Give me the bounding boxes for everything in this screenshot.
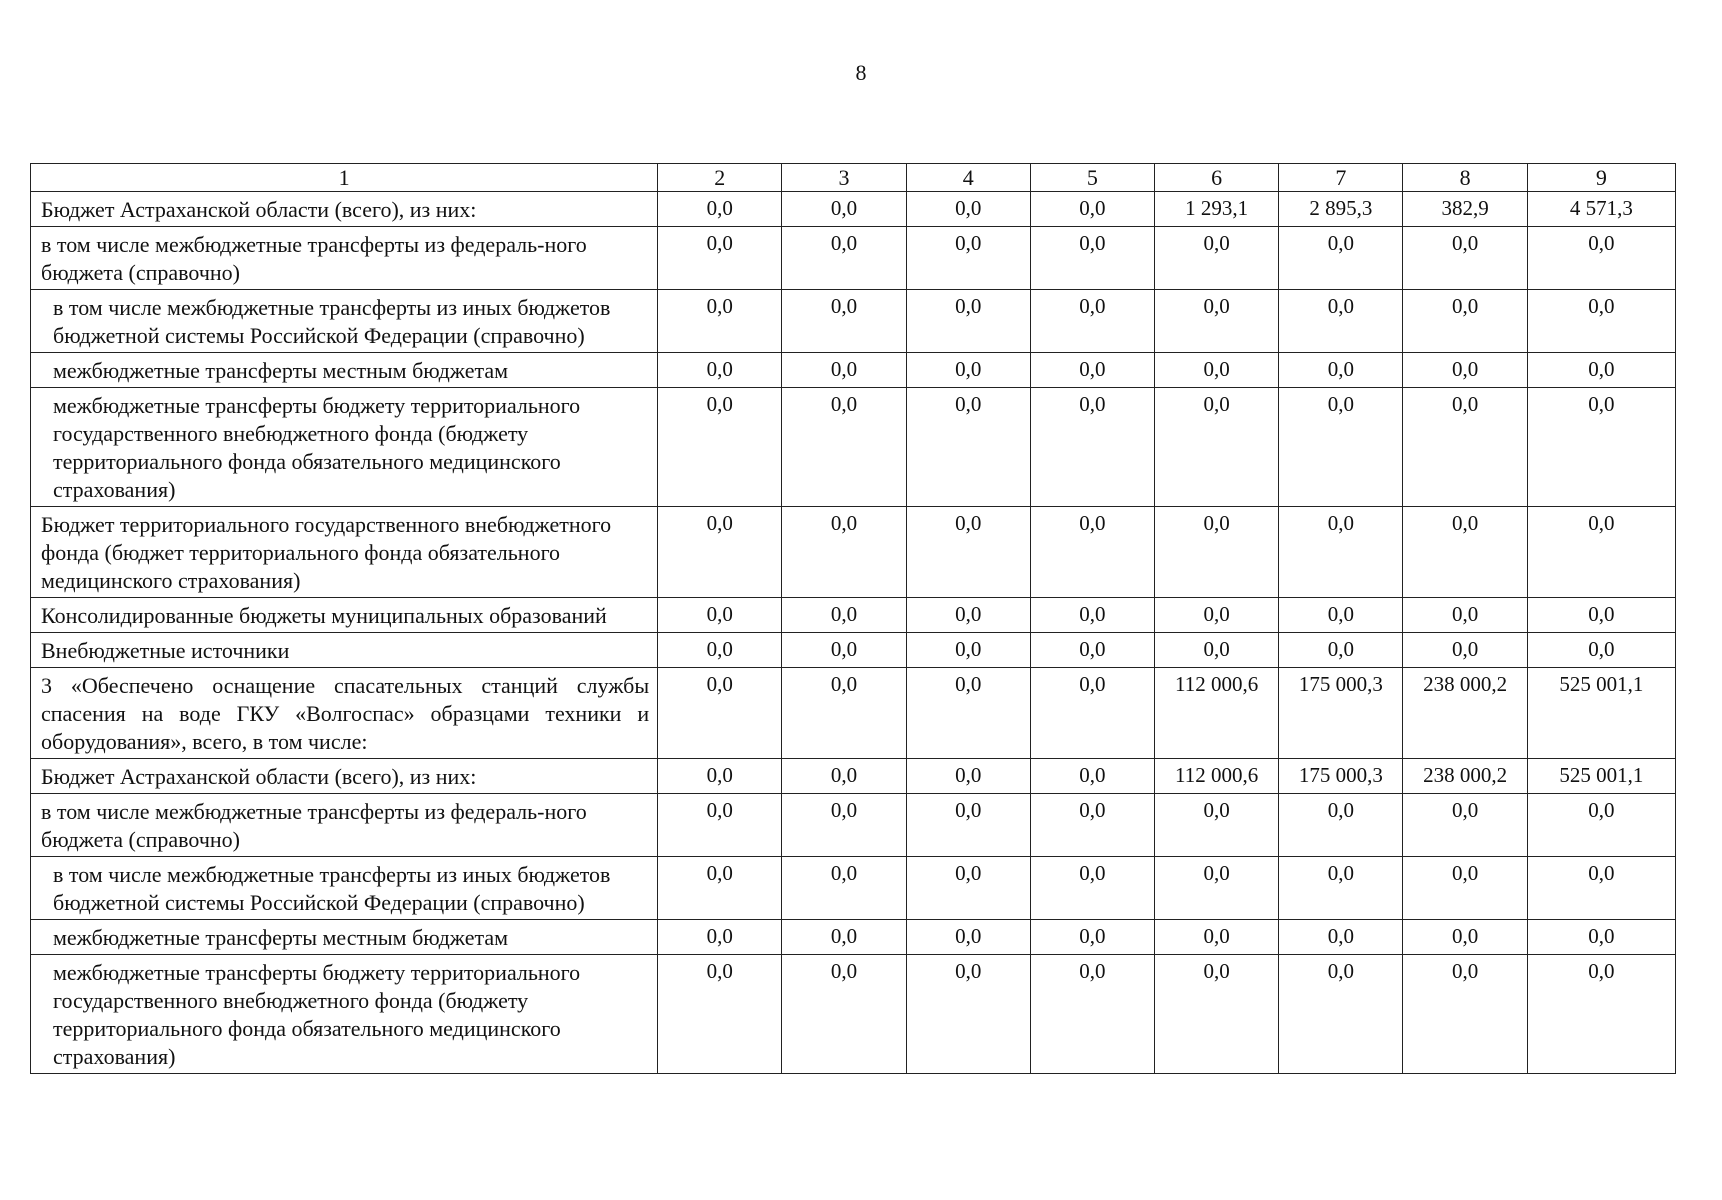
value-cell: 382,9 (1403, 192, 1527, 227)
table-row (31, 794, 1676, 857)
column-number: 7 (1279, 164, 1403, 192)
value-cell: 0,0 (1527, 955, 1675, 1074)
value-cell: 0,0 (1527, 507, 1675, 598)
value-cell: 0,0 (906, 192, 1030, 227)
value-cell: 4 571,3 (1527, 192, 1675, 227)
value-cell: 0,0 (782, 794, 906, 857)
column-number: 6 (1155, 164, 1279, 192)
value-cell: 0,0 (906, 290, 1030, 353)
row-label: Бюджет Астраханской области (всего), из них: (31, 759, 658, 794)
value-cell: 0,0 (906, 227, 1030, 290)
value-cell: 0,0 (1030, 388, 1154, 507)
value-cell: 0,0 (1403, 857, 1527, 920)
table-row (31, 227, 1676, 290)
value-cell: 0,0 (1030, 633, 1154, 668)
column-number-row (31, 164, 1676, 192)
value-cell: 0,0 (1403, 353, 1527, 388)
table-row (31, 507, 1676, 598)
page-number: 8 (855, 60, 867, 85)
table-row (31, 857, 1676, 920)
value-cell: 0,0 (1030, 759, 1154, 794)
value-cell: 525 001,1 (1527, 668, 1675, 759)
value-cell: 0,0 (1527, 598, 1675, 633)
value-cell: 238 000,2 (1403, 759, 1527, 794)
table-row (31, 598, 1676, 633)
value-cell: 0,0 (1403, 955, 1527, 1074)
value-cell: 0,0 (1279, 598, 1403, 633)
value-cell: 0,0 (782, 920, 906, 955)
row-label: Консолидированные бюджеты муниципальных образований (31, 598, 658, 633)
row-label: в том числе межбюджетные трансферты из иных бюджетов бюджетной системы Российской Федерации (справочно) (31, 290, 658, 353)
value-cell: 0,0 (1403, 290, 1527, 353)
value-cell: 0,0 (782, 290, 906, 353)
value-cell: 0,0 (658, 598, 782, 633)
table-row (31, 668, 1676, 759)
column-number: 3 (782, 164, 906, 192)
value-cell: 0,0 (1155, 794, 1279, 857)
value-cell: 0,0 (1279, 388, 1403, 507)
value-cell: 0,0 (658, 227, 782, 290)
row-label: межбюджетные трансферты местным бюджетам (31, 920, 658, 955)
value-cell: 175 000,3 (1279, 759, 1403, 794)
value-cell: 0,0 (906, 668, 1030, 759)
table-row (31, 759, 1676, 794)
value-cell: 0,0 (782, 857, 906, 920)
value-cell: 0,0 (782, 192, 906, 227)
table-row (31, 290, 1676, 353)
row-label: Бюджет территориального государственного внебюджетного фонда (бюджет территориального фонда обязательного медицинского страхования) (31, 507, 658, 598)
value-cell: 0,0 (658, 192, 782, 227)
table-row (31, 388, 1676, 507)
value-cell: 0,0 (658, 633, 782, 668)
value-cell: 0,0 (1279, 353, 1403, 388)
value-cell: 0,0 (1030, 290, 1154, 353)
row-label: Внебюджетные источники (31, 633, 658, 668)
value-cell: 0,0 (1155, 388, 1279, 507)
value-cell: 0,0 (1030, 227, 1154, 290)
value-cell: 0,0 (1403, 388, 1527, 507)
value-cell: 0,0 (1403, 598, 1527, 633)
value-cell: 0,0 (1403, 794, 1527, 857)
value-cell: 0,0 (1279, 857, 1403, 920)
value-cell: 112 000,6 (1155, 668, 1279, 759)
value-cell: 0,0 (1155, 227, 1279, 290)
value-cell: 0,0 (658, 507, 782, 598)
table-row (31, 353, 1676, 388)
value-cell: 0,0 (1403, 227, 1527, 290)
value-cell: 0,0 (906, 507, 1030, 598)
value-cell: 0,0 (1030, 955, 1154, 1074)
value-cell: 0,0 (906, 759, 1030, 794)
value-cell: 0,0 (1527, 633, 1675, 668)
value-cell: 0,0 (1030, 353, 1154, 388)
value-cell: 0,0 (1155, 955, 1279, 1074)
value-cell: 0,0 (1403, 507, 1527, 598)
table-body (31, 164, 1676, 1074)
table-row (31, 955, 1676, 1074)
value-cell: 0,0 (1527, 857, 1675, 920)
value-cell: 1 293,1 (1155, 192, 1279, 227)
value-cell: 0,0 (658, 759, 782, 794)
value-cell: 0,0 (906, 857, 1030, 920)
value-cell: 0,0 (906, 920, 1030, 955)
value-cell: 0,0 (906, 955, 1030, 1074)
row-label: 3 «Обеспечено оснащение спасательных станций службы спасения на воде ГКУ «Волгоспас» образцами техники и оборудования», всего, в том числе: (31, 668, 658, 759)
column-number: 2 (658, 164, 782, 192)
value-cell: 0,0 (1155, 290, 1279, 353)
value-cell: 0,0 (1155, 598, 1279, 633)
value-cell: 0,0 (658, 668, 782, 759)
value-cell: 238 000,2 (1403, 668, 1527, 759)
value-cell: 0,0 (782, 633, 906, 668)
value-cell: 0,0 (1279, 633, 1403, 668)
value-cell: 0,0 (1527, 227, 1675, 290)
value-cell: 0,0 (1279, 955, 1403, 1074)
column-number: 4 (906, 164, 1030, 192)
value-cell: 0,0 (1030, 668, 1154, 759)
row-label: межбюджетные трансферты бюджету территориального государственного внебюджетного фонда (бюджету территориального фонда обязательного медицинского страхования) (31, 388, 658, 507)
value-cell: 0,0 (1527, 290, 1675, 353)
value-cell: 0,0 (658, 857, 782, 920)
row-label: в том числе межбюджетные трансферты из федераль-ного бюджета (справочно) (31, 227, 658, 290)
value-cell: 0,0 (1279, 227, 1403, 290)
value-cell: 0,0 (658, 290, 782, 353)
column-number: 8 (1403, 164, 1527, 192)
value-cell: 0,0 (1527, 920, 1675, 955)
value-cell: 0,0 (1030, 598, 1154, 633)
table-row (31, 920, 1676, 955)
value-cell: 0,0 (1155, 507, 1279, 598)
value-cell: 0,0 (1030, 507, 1154, 598)
value-cell: 0,0 (1155, 920, 1279, 955)
value-cell: 0,0 (1527, 794, 1675, 857)
row-label: в том числе межбюджетные трансферты из федераль-ного бюджета (справочно) (31, 794, 658, 857)
value-cell: 0,0 (906, 633, 1030, 668)
value-cell: 112 000,6 (1155, 759, 1279, 794)
value-cell: 0,0 (658, 794, 782, 857)
value-cell: 0,0 (1527, 353, 1675, 388)
value-cell: 0,0 (906, 388, 1030, 507)
value-cell: 0,0 (1527, 388, 1675, 507)
value-cell: 0,0 (1279, 507, 1403, 598)
table-row (31, 192, 1676, 227)
value-cell: 0,0 (906, 353, 1030, 388)
row-label: межбюджетные трансферты местным бюджетам (31, 353, 658, 388)
value-cell: 0,0 (658, 920, 782, 955)
value-cell: 0,0 (782, 353, 906, 388)
value-cell: 0,0 (1030, 192, 1154, 227)
value-cell: 0,0 (1279, 794, 1403, 857)
row-label: в том числе межбюджетные трансферты из иных бюджетов бюджетной системы Российской Федерации (справочно) (31, 857, 658, 920)
value-cell: 0,0 (1403, 633, 1527, 668)
value-cell: 2 895,3 (1279, 192, 1403, 227)
value-cell: 0,0 (1030, 794, 1154, 857)
column-number: 1 (31, 164, 658, 192)
value-cell: 525 001,1 (1527, 759, 1675, 794)
value-cell: 0,0 (658, 353, 782, 388)
value-cell: 0,0 (1030, 920, 1154, 955)
value-cell: 0,0 (1030, 857, 1154, 920)
value-cell: 0,0 (782, 759, 906, 794)
value-cell: 0,0 (1403, 920, 1527, 955)
column-number: 5 (1030, 164, 1154, 192)
value-cell: 175 000,3 (1279, 668, 1403, 759)
value-cell: 0,0 (782, 598, 906, 633)
budget-table (30, 163, 1676, 1074)
value-cell: 0,0 (782, 507, 906, 598)
table-row (31, 633, 1676, 668)
value-cell: 0,0 (906, 794, 1030, 857)
value-cell: 0,0 (782, 668, 906, 759)
value-cell: 0,0 (782, 227, 906, 290)
value-cell: 0,0 (658, 955, 782, 1074)
value-cell: 0,0 (1155, 633, 1279, 668)
row-label: межбюджетные трансферты бюджету территориального государственного внебюджетного фонда (бюджету территориального фонда обязательного медицинского страхования) (31, 955, 658, 1074)
value-cell: 0,0 (1279, 290, 1403, 353)
value-cell: 0,0 (1155, 857, 1279, 920)
value-cell: 0,0 (658, 388, 782, 507)
value-cell: 0,0 (782, 388, 906, 507)
value-cell: 0,0 (782, 955, 906, 1074)
column-number: 9 (1527, 164, 1675, 192)
row-label: Бюджет Астраханской области (всего), из них: (31, 192, 658, 227)
value-cell: 0,0 (1279, 920, 1403, 955)
value-cell: 0,0 (1155, 353, 1279, 388)
value-cell: 0,0 (906, 598, 1030, 633)
